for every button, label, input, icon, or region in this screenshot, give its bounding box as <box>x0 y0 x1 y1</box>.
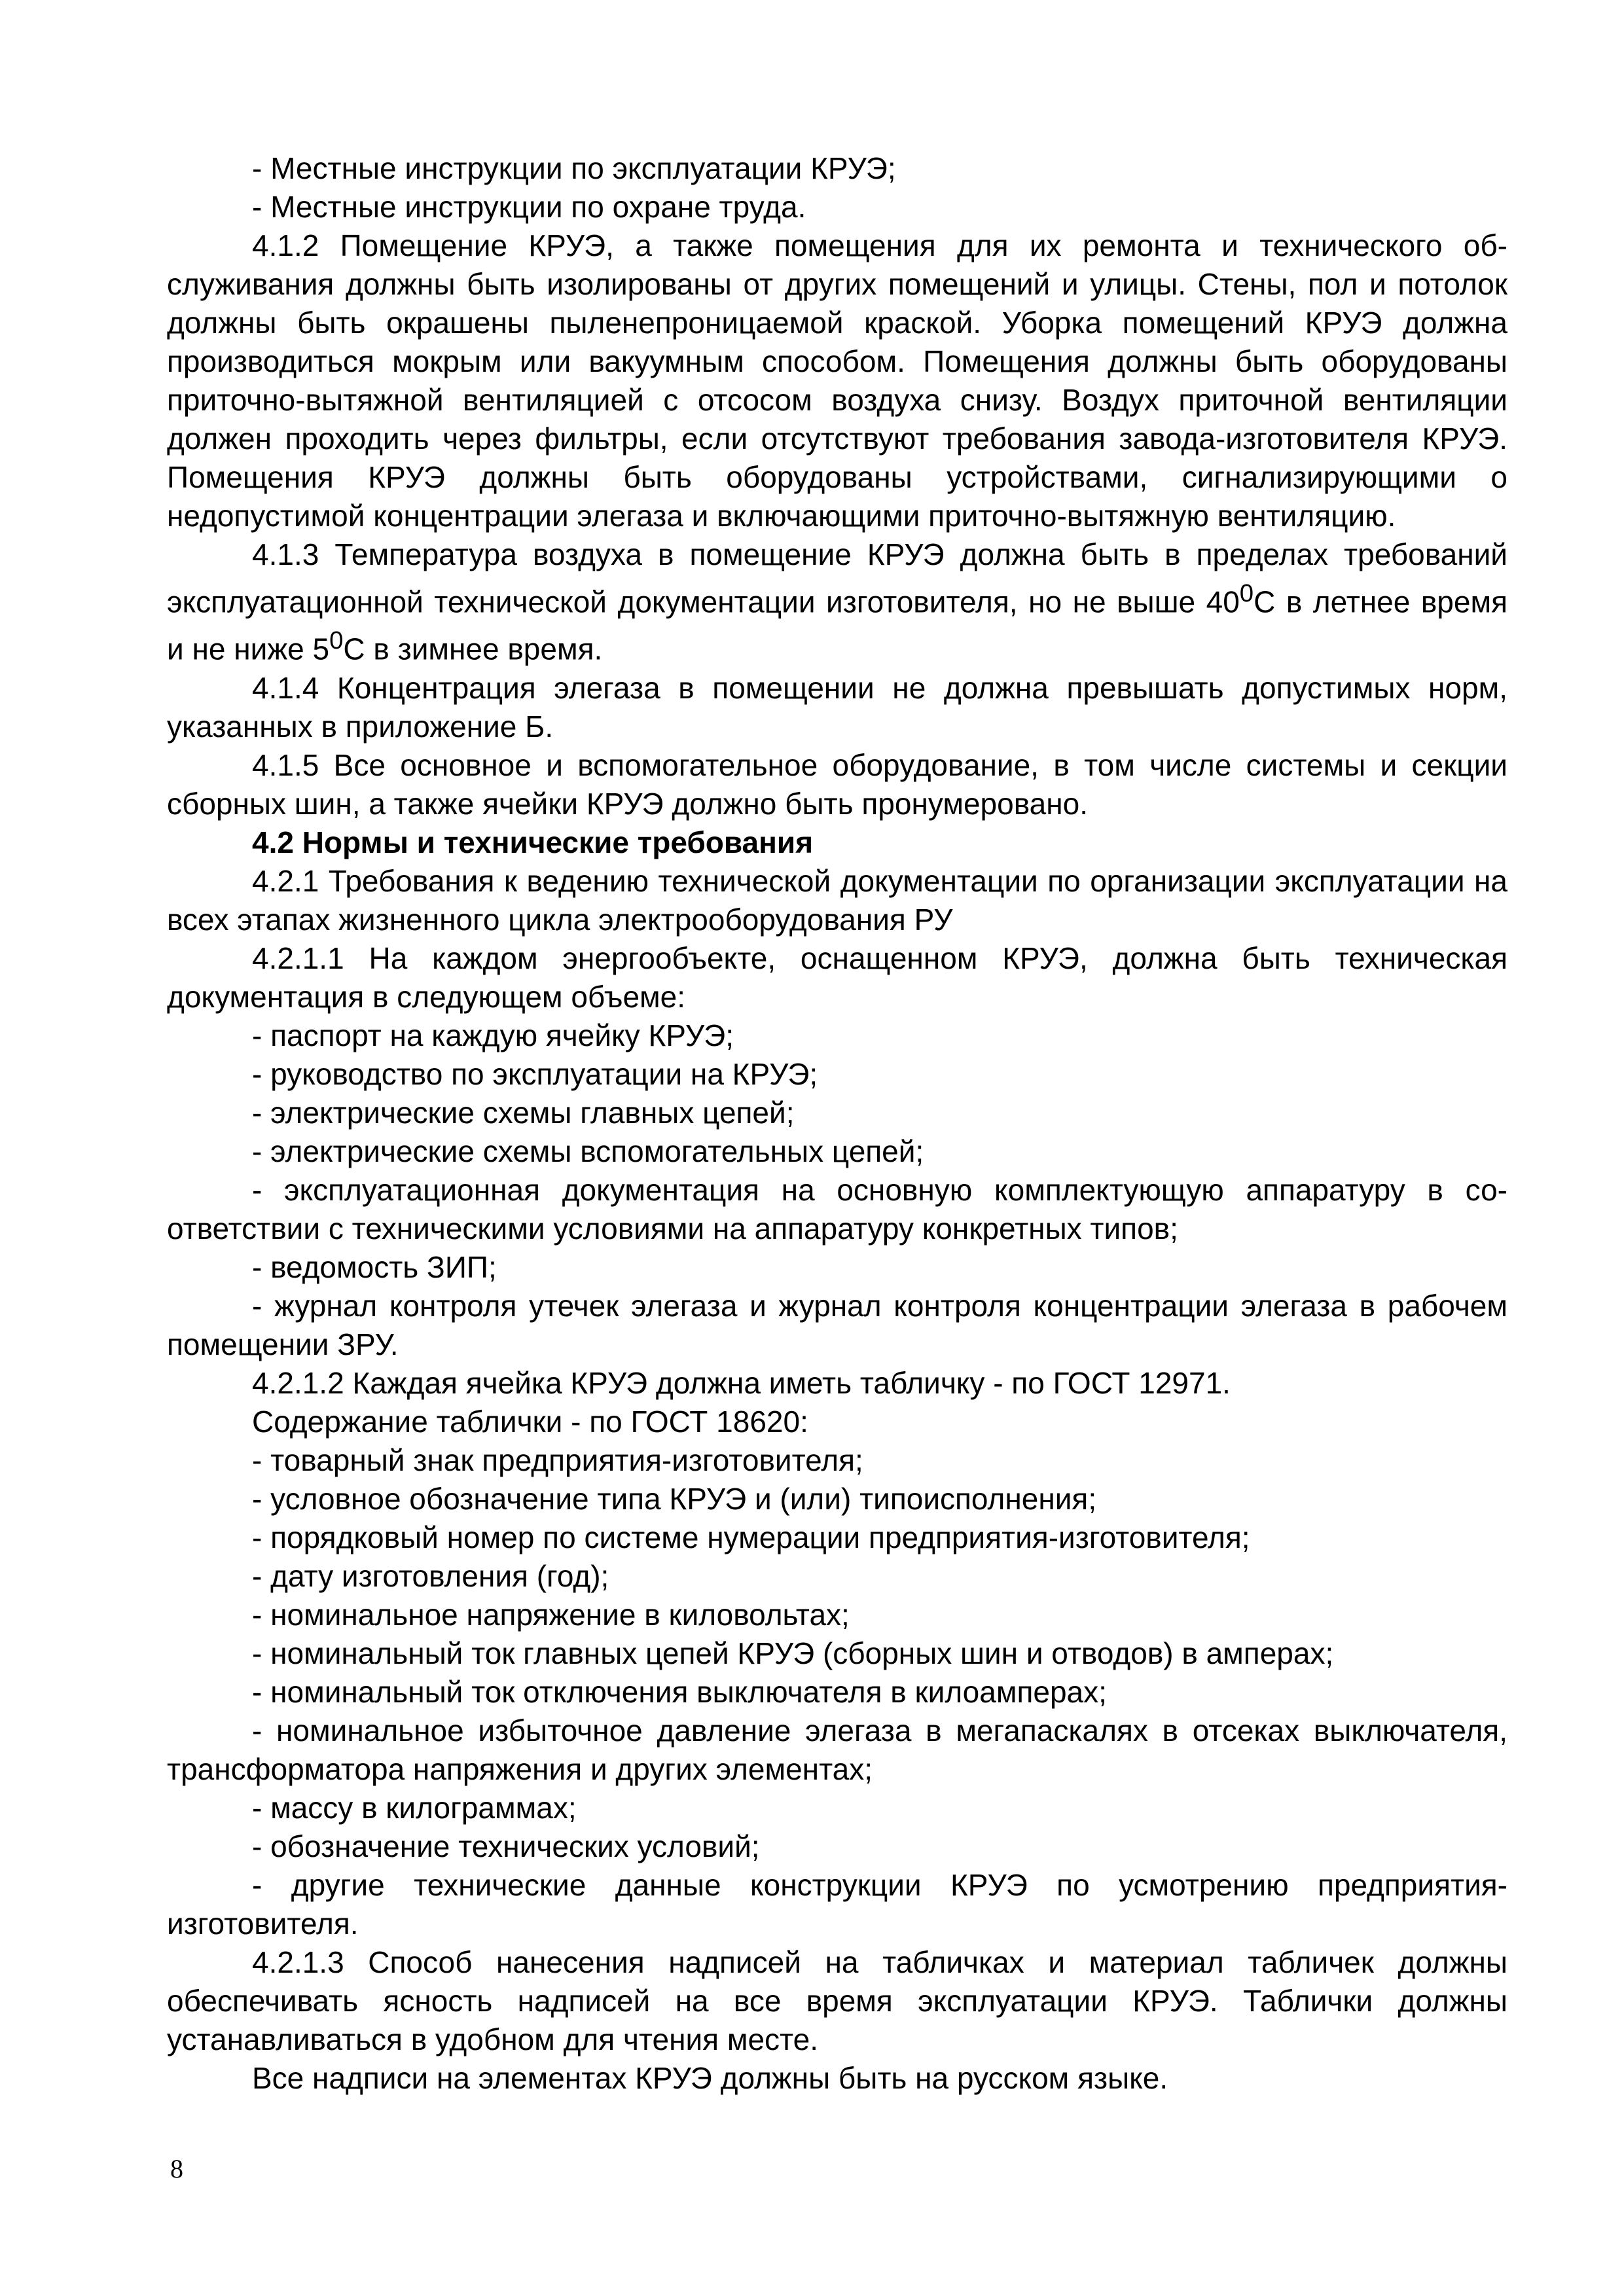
list-item: - другие технические данные конструкции КРУЭ по усмотрению предприятия-изготовителя. <box>167 1867 1507 1941</box>
text-fragment: 4.1.3 Температура воздуха в помещение КРУЭ должна быть в пределах требований эксплуатационной технической документации изготовителя, но не выше 40 <box>167 537 1507 619</box>
list-item: - номинальный ток главных цепей КРУЭ (сборных шин и отводов) в амперах; <box>252 1636 1334 1670</box>
list-item: - ведомость ЗИП; <box>252 1249 497 1284</box>
list-item: - обозначение технических условий; <box>252 1829 760 1863</box>
list-item: - электрические схемы главных цепей; <box>252 1095 795 1130</box>
paragraph-4-1-2: 4.1.2 Помещение КРУЭ, а также помещения для их ремонта и технического обслуживания должны быть изолированы от других помещений и улицы. Стены, пол и потолок должны быть окрашены пыленепроницаемой краской. Уборка помещений КРУЭ должна производиться мокрым или вакуумным способом. Помещения должны быть оборудованы приточно-вытяжной вентиляцией с отсосом воздуха снизу. Воздух приточной вентиляции должен проходить через фильтры, если отсутствуют требования завода-изготовителя КРУЭ. Помещения КРУЭ должны быть оборудованы устройствами, сигнализирующими о недопустимой концентрации элегаза и включающими приточно-вытяжную вентиляцию. <box>167 228 1507 533</box>
list-item: - журнал контроля утечек элегаза и журнал контроля концентрации элегаза в рабочем помещении ЗРУ. <box>167 1288 1507 1361</box>
page-number: 8 <box>170 2154 183 2183</box>
paragraph-4-2-1: 4.2.1 Требования к ведению технической документации по организации эксплуатации на всех этапах жизненного цикла электрооборудования РУ <box>167 863 1507 937</box>
list-item: - Местные инструкции по охране труда. <box>252 190 806 224</box>
list-item: - номинальный ток отключения выключателя в килоамперах; <box>252 1674 1107 1709</box>
list-item: - эксплуатационная документация на основную комплектующую аппаратуру в соответствии с техническими условиями на аппаратуру конкретных типов; <box>167 1172 1507 1246</box>
list-item: - массу в килограммах; <box>252 1790 577 1825</box>
text-fragment: С в летнее время и не ниже 5 <box>167 584 1507 666</box>
paragraph-4-1-4: 4.1.4 Концентрация элегаза в помещении не должна превышать допустимых норм, указанных в приложение Б. <box>167 670 1507 744</box>
degree-superscript: 0 <box>329 626 344 655</box>
paragraph-4-1-5: 4.1.5 Все основное и вспомогательное оборудование, в том числе системы и секции сборных шин, а также ячейки КРУЭ должно быть пронумеровано. <box>167 747 1507 821</box>
list-item: - электрические схемы вспомогательных цепей; <box>252 1134 924 1168</box>
degree-superscript: 0 <box>1239 579 1254 607</box>
paragraph-4-2-1-1: 4.2.1.1 На каждом энергообъекте, оснащенном КРУЭ, должна быть техническая документация в следующем объеме: <box>167 941 1507 1014</box>
list-item: - номинальное избыточное давление элегаза в мегапаскалях в отсеках выключателя, трансформатора напряжения и других элементах; <box>167 1713 1507 1786</box>
list-item: - руководство по эксплуатации на КРУЭ; <box>252 1056 818 1091</box>
list-item: - номинальное напряжение в киловольтах; <box>252 1597 850 1632</box>
paragraph-4-1-3 <box>167 535 1507 669</box>
list-item: - условное обозначение типа КРУЭ и (или) типоисполнения; <box>252 1481 1097 1516</box>
list-item: - Местные инструкции по эксплуатации КРУЭ; <box>252 151 896 185</box>
document-body <box>167 149 1507 2098</box>
list-item: - товарный знак предприятия-изготовителя; <box>252 1443 863 1477</box>
paragraph-4-2-1-3: 4.2.1.3 Способ нанесения надписей на табличках и материал табличек должны обеспечивать ясность надписей на все время эксплуатации КРУЭ. Таблички должны устанавливаться в удобном для чтения месте. <box>167 1945 1507 2056</box>
text-fragment: С в зимнее время. <box>343 632 603 666</box>
section-heading-4-2: 4.2 Нормы и технические требования <box>252 825 814 859</box>
paragraph-4-2-1-2: 4.2.1.2 Каждая ячейка КРУЭ должна иметь табличку - по ГОСТ 12971. <box>252 1365 1231 1400</box>
list-item: - дату изготовления (год); <box>252 1558 609 1593</box>
plate-intro: Содержание таблички - по ГОСТ 18620: <box>252 1404 808 1439</box>
final-line: Все надписи на элементах КРУЭ должны быть на русском языке. <box>252 2060 1168 2095</box>
list-item: - паспорт на каждую ячейку КРУЭ; <box>252 1018 734 1052</box>
list-item: - порядковый номер по системе нумерации предприятия-изготовителя; <box>252 1520 1250 1554</box>
